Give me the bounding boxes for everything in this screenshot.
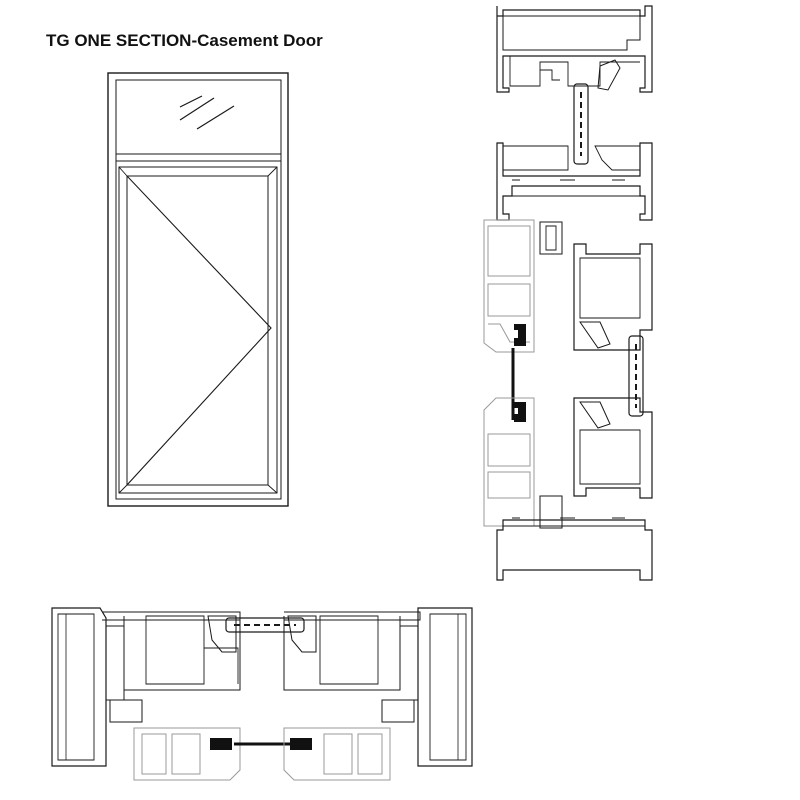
vertical-section	[484, 6, 652, 580]
transom-mullion	[116, 154, 281, 161]
frame-jamb-lower	[540, 398, 652, 528]
sash-gasket-bottom	[514, 402, 526, 422]
top-frame-profile	[497, 6, 652, 92]
door-sash	[119, 167, 277, 493]
transom-glass	[116, 80, 281, 154]
sash-glazing	[513, 336, 643, 420]
opening-direction-lines	[127, 176, 271, 485]
sash-bottom-profile	[484, 398, 534, 526]
door-elevation	[108, 73, 288, 506]
right-jamb-profile	[382, 608, 472, 766]
transom-glazing	[574, 84, 588, 164]
centre-glazing	[210, 618, 312, 750]
sash-gasket-top	[514, 324, 526, 346]
horizontal-section	[52, 608, 472, 780]
bottom-frame-profile	[497, 518, 652, 580]
sash-mitres	[119, 167, 277, 493]
door-glass	[127, 176, 268, 485]
glass-reflection-marks	[180, 96, 234, 129]
inner-frame	[116, 80, 281, 499]
outer-frame	[108, 73, 288, 506]
right-sash-lower	[284, 728, 390, 780]
left-sash-profile	[124, 616, 240, 690]
page-title: TG ONE SECTION-Casement Door	[46, 31, 323, 50]
sash-top-profile	[484, 220, 534, 352]
left-sash-lower	[134, 728, 240, 780]
door-sash-outer	[116, 161, 281, 499]
frame-jamb-upper	[540, 222, 652, 350]
